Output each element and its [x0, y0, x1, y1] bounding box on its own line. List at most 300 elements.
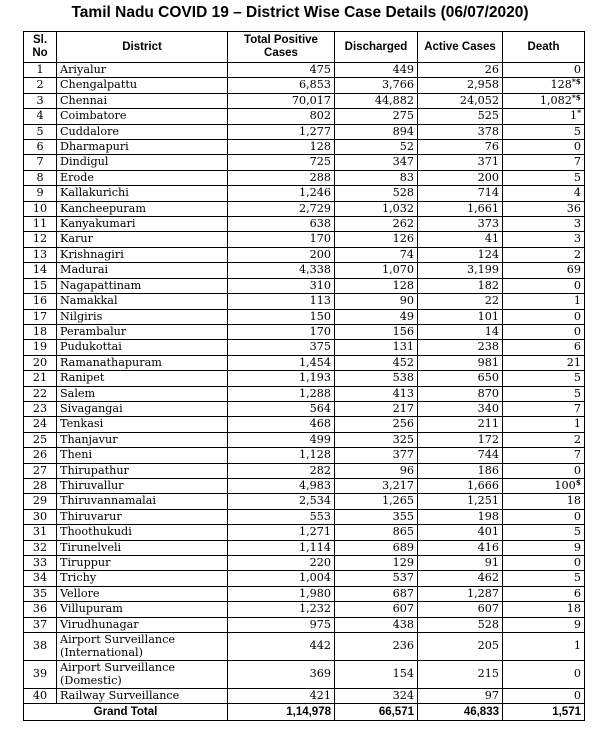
death-value: 2 — [573, 247, 581, 261]
row-district: Vellore — [57, 586, 228, 601]
row-death — [503, 186, 585, 201]
death-value: 0 — [573, 278, 581, 292]
row-discharged: 83 — [335, 170, 418, 185]
row-active: 101 — [418, 309, 503, 324]
death-value: 1 — [573, 417, 581, 431]
row-sl-no: 31 — [24, 525, 57, 540]
death-value: 0 — [573, 463, 581, 477]
death-value: 0 — [573, 556, 581, 569]
row-sl-no: 30 — [24, 509, 57, 524]
row-death — [503, 417, 585, 432]
row-district: Theni — [57, 448, 228, 463]
row-discharged: 355 — [335, 509, 418, 524]
row-sl-no: 12 — [24, 232, 57, 247]
row-active: 373 — [418, 217, 503, 232]
row-total-positive: 638 — [228, 217, 335, 232]
death-value: 36 — [566, 201, 581, 215]
row-sl-no: 24 — [24, 417, 57, 432]
row-death — [503, 586, 585, 601]
row-death — [503, 155, 585, 170]
table-row — [24, 509, 585, 524]
row-active: 200 — [418, 170, 503, 185]
row-active: 198 — [418, 509, 503, 524]
table-row — [24, 448, 585, 463]
row-sl-no: 1 — [24, 63, 57, 78]
death-value: 0 — [573, 63, 581, 76]
row-sl-no: 25 — [24, 432, 57, 447]
row-total-positive: 170 — [228, 232, 335, 247]
row-district: Kancheepuram — [57, 201, 228, 216]
death-value: 0 — [573, 324, 581, 338]
death-footnote-mark: $ — [575, 478, 581, 487]
row-district: Airport Surveillance (International) — [57, 633, 228, 661]
row-active: 215 — [418, 661, 503, 689]
death-value: 21 — [566, 355, 581, 369]
row-discharged: 1,032 — [335, 201, 418, 216]
row-discharged: 131 — [335, 340, 418, 355]
row-active: 1,661 — [418, 201, 503, 216]
row-total-positive: 220 — [228, 556, 335, 571]
row-death — [503, 633, 585, 661]
row-death — [503, 201, 585, 216]
death-value: 9 — [573, 540, 581, 554]
row-district: Sivagangai — [57, 401, 228, 416]
row-sl-no: 6 — [24, 140, 57, 155]
table-row — [24, 124, 585, 139]
row-total-positive: 375 — [228, 340, 335, 355]
row-discharged: 377 — [335, 448, 418, 463]
row-total-positive: 369 — [228, 661, 335, 689]
death-value: 69 — [566, 263, 581, 277]
row-district: Airport Surveillance (Domestic) — [57, 661, 228, 689]
table-row — [24, 494, 585, 509]
row-sl-no: 34 — [24, 571, 57, 586]
row-sl-no: 35 — [24, 586, 57, 601]
row-district: Chengalpattu — [57, 78, 228, 93]
table-row — [24, 661, 585, 689]
row-active: 1,287 — [418, 586, 503, 601]
row-active: 401 — [418, 525, 503, 540]
row-sl-no: 11 — [24, 217, 57, 232]
row-district: Tirunelveli — [57, 540, 228, 555]
row-sl-no: 9 — [24, 186, 57, 201]
row-death — [503, 602, 585, 617]
district-case-table — [23, 31, 585, 721]
death-value: 5 — [573, 386, 581, 400]
row-sl-no: 39 — [24, 661, 57, 689]
row-death — [503, 247, 585, 262]
row-district: Madurai — [57, 263, 228, 278]
death-value: 18 — [566, 602, 581, 616]
row-district: Thoothukudi — [57, 525, 228, 540]
death-value: 5 — [573, 571, 581, 585]
table-row — [24, 170, 585, 185]
death-value: 0 — [573, 689, 581, 703]
row-active: 650 — [418, 371, 503, 386]
row-death — [503, 109, 585, 124]
row-sl-no: 2 — [24, 78, 57, 93]
row-district: Ariyalur — [57, 63, 228, 78]
row-active: 981 — [418, 355, 503, 370]
row-total-positive: 310 — [228, 278, 335, 293]
row-district: Kanyakumari — [57, 217, 228, 232]
row-active: 340 — [418, 401, 503, 416]
death-value: 5 — [573, 525, 581, 539]
death-value: 6 — [573, 340, 581, 354]
table-row — [24, 186, 585, 201]
row-death — [503, 63, 585, 78]
row-total-positive: 113 — [228, 294, 335, 309]
row-total-positive: 975 — [228, 617, 335, 632]
death-value: 7 — [573, 448, 581, 462]
row-death — [503, 540, 585, 555]
header-district: District — [57, 32, 228, 63]
row-district: Virudhunagar — [57, 617, 228, 632]
row-death — [503, 124, 585, 139]
row-active: 14 — [418, 324, 503, 339]
row-total-positive: 468 — [228, 417, 335, 432]
row-total-positive: 170 — [228, 324, 335, 339]
row-district: Namakkal — [57, 294, 228, 309]
row-discharged: 74 — [335, 247, 418, 262]
table-row — [24, 340, 585, 355]
row-active: 416 — [418, 540, 503, 555]
row-death — [503, 371, 585, 386]
row-active: 607 — [418, 602, 503, 617]
row-discharged: 44,882 — [335, 93, 418, 108]
row-death — [503, 355, 585, 370]
table-row — [24, 232, 585, 247]
row-district: Coimbatore — [57, 109, 228, 124]
row-total-positive: 128 — [228, 140, 335, 155]
table-row — [24, 432, 585, 447]
row-death — [503, 525, 585, 540]
row-total-positive: 282 — [228, 463, 335, 478]
row-district: Cuddalore — [57, 124, 228, 139]
row-district: Thirupathur — [57, 463, 228, 478]
page-title: Tamil Nadu COVID 19 – District Wise Case Details (06/07/2020) — [71, 4, 529, 21]
row-sl-no: 21 — [24, 371, 57, 386]
row-active: 76 — [418, 140, 503, 155]
death-value: 3 — [573, 217, 581, 231]
death-value: 0 — [573, 509, 581, 523]
row-total-positive: 564 — [228, 401, 335, 416]
grand-total-label: Grand Total — [24, 704, 228, 721]
death-value: 7 — [573, 155, 581, 169]
row-death — [503, 324, 585, 339]
death-value: 1 — [573, 639, 581, 653]
row-death — [503, 386, 585, 401]
row-active: 2,958 — [418, 78, 503, 93]
row-discharged: 449 — [335, 63, 418, 78]
row-active: 22 — [418, 294, 503, 309]
row-sl-no: 27 — [24, 463, 57, 478]
row-active: 3,199 — [418, 263, 503, 278]
row-total-positive: 1,288 — [228, 386, 335, 401]
row-discharged: 256 — [335, 417, 418, 432]
death-value: 5 — [573, 170, 581, 184]
row-sl-no: 37 — [24, 617, 57, 632]
row-total-positive: 1,193 — [228, 371, 335, 386]
row-total-positive: 70,017 — [228, 93, 335, 108]
row-discharged: 1,265 — [335, 494, 418, 509]
table-row — [24, 355, 585, 370]
header-sl-no: Sl. No — [24, 32, 57, 63]
death-footnote-mark: *$ — [571, 77, 581, 87]
row-sl-no: 33 — [24, 556, 57, 571]
row-death — [503, 478, 585, 493]
row-active: 172 — [418, 432, 503, 447]
grand-total-discharged: 66,571 — [335, 704, 418, 721]
row-death — [503, 617, 585, 632]
table-row — [24, 140, 585, 155]
row-sl-no: 29 — [24, 494, 57, 509]
row-active: 97 — [418, 689, 503, 704]
death-value: 0 — [573, 309, 581, 323]
row-total-positive: 475 — [228, 63, 335, 78]
row-discharged: 894 — [335, 124, 418, 139]
death-value: 5 — [573, 124, 581, 138]
row-discharged: 347 — [335, 155, 418, 170]
table-row — [24, 417, 585, 432]
row-death — [503, 93, 585, 108]
row-district: Railway Surveillance — [57, 689, 228, 704]
row-total-positive: 553 — [228, 509, 335, 524]
header-discharged: Discharged — [335, 32, 418, 63]
row-sl-no: 40 — [24, 689, 57, 704]
row-total-positive: 442 — [228, 633, 335, 661]
row-discharged: 528 — [335, 186, 418, 201]
row-total-positive: 1,980 — [228, 586, 335, 601]
row-sl-no: 32 — [24, 540, 57, 555]
row-district: Kallakurichi — [57, 186, 228, 201]
table-row — [24, 689, 585, 704]
row-active: 870 — [418, 386, 503, 401]
row-death — [503, 689, 585, 704]
death-footnote-mark: *$ — [571, 93, 581, 102]
row-total-positive: 1,246 — [228, 186, 335, 201]
row-death — [503, 170, 585, 185]
row-active: 378 — [418, 124, 503, 139]
row-total-positive: 200 — [228, 247, 335, 262]
row-discharged: 1,070 — [335, 263, 418, 278]
row-total-positive: 1,232 — [228, 602, 335, 617]
row-district: Perambalur — [57, 324, 228, 339]
row-discharged: 3,766 — [335, 78, 418, 93]
row-discharged: 538 — [335, 371, 418, 386]
death-value: 7 — [573, 401, 581, 415]
table-row — [24, 109, 585, 124]
death-value: 0 — [573, 667, 581, 681]
row-district: Tenkasi — [57, 417, 228, 432]
table-row — [24, 540, 585, 555]
row-sl-no: 5 — [24, 124, 57, 139]
row-active: 714 — [418, 186, 503, 201]
row-discharged: 438 — [335, 617, 418, 632]
row-total-positive: 421 — [228, 689, 335, 704]
row-district: Tiruppur — [57, 556, 228, 571]
row-death — [503, 309, 585, 324]
row-total-positive: 1,277 — [228, 124, 335, 139]
death-value: 4 — [573, 186, 581, 200]
row-active: 528 — [418, 617, 503, 632]
row-sl-no: 22 — [24, 386, 57, 401]
table-row — [24, 571, 585, 586]
row-active: 371 — [418, 155, 503, 170]
row-active: 91 — [418, 556, 503, 571]
row-sl-no: 16 — [24, 294, 57, 309]
row-death — [503, 556, 585, 571]
row-active: 525 — [418, 109, 503, 124]
row-district: Erode — [57, 170, 228, 185]
row-sl-no: 18 — [24, 324, 57, 339]
row-death — [503, 294, 585, 309]
row-death — [503, 263, 585, 278]
row-discharged: 154 — [335, 661, 418, 689]
row-discharged: 537 — [335, 571, 418, 586]
row-death — [503, 509, 585, 524]
row-discharged: 129 — [335, 556, 418, 571]
row-district: Ramanathapuram — [57, 355, 228, 370]
row-death — [503, 217, 585, 232]
table-row — [24, 309, 585, 324]
row-total-positive: 4,983 — [228, 478, 335, 493]
row-discharged: 689 — [335, 540, 418, 555]
row-discharged: 96 — [335, 463, 418, 478]
table-row — [24, 217, 585, 232]
row-sl-no: 17 — [24, 309, 57, 324]
death-value: 1 — [573, 294, 581, 308]
row-sl-no: 15 — [24, 278, 57, 293]
row-district: Villupuram — [57, 602, 228, 617]
row-active: 182 — [418, 278, 503, 293]
row-discharged: 3,217 — [335, 478, 418, 493]
death-value: 100 — [554, 478, 576, 492]
row-discharged: 324 — [335, 689, 418, 704]
row-total-positive: 1,128 — [228, 448, 335, 463]
row-discharged: 90 — [335, 294, 418, 309]
header-active: Active Cases — [418, 32, 503, 63]
table-row — [24, 63, 585, 78]
death-value: 0 — [573, 140, 581, 154]
table-row — [24, 247, 585, 262]
row-sl-no: 8 — [24, 170, 57, 185]
row-total-positive: 499 — [228, 432, 335, 447]
header-death: Death — [503, 32, 585, 63]
row-death — [503, 448, 585, 463]
row-district: Dindigul — [57, 155, 228, 170]
row-sl-no: 28 — [24, 478, 57, 493]
row-active: 744 — [418, 448, 503, 463]
row-district: Karur — [57, 232, 228, 247]
row-active: 1,666 — [418, 478, 503, 493]
row-total-positive: 1,271 — [228, 525, 335, 540]
row-total-positive: 802 — [228, 109, 335, 124]
death-value: 1 — [569, 109, 578, 123]
row-discharged: 128 — [335, 278, 418, 293]
row-discharged: 413 — [335, 386, 418, 401]
death-value: 6 — [573, 586, 581, 600]
row-district: Pudukottai — [57, 340, 228, 355]
row-total-positive: 288 — [228, 170, 335, 185]
row-sl-no: 20 — [24, 355, 57, 370]
row-active: 26 — [418, 63, 503, 78]
row-death — [503, 340, 585, 355]
row-active: 1,251 — [418, 494, 503, 509]
death-value: 18 — [566, 494, 581, 508]
table-row — [24, 155, 585, 170]
death-value: 5 — [573, 371, 581, 385]
row-active: 238 — [418, 340, 503, 355]
table-row — [24, 556, 585, 571]
row-discharged: 52 — [335, 140, 418, 155]
row-total-positive: 2,534 — [228, 494, 335, 509]
row-active: 24,052 — [418, 93, 503, 108]
row-active: 462 — [418, 571, 503, 586]
table-row — [24, 371, 585, 386]
row-district: Nilgiris — [57, 309, 228, 324]
grand-total-row — [24, 704, 585, 721]
row-district: Chennai — [57, 93, 228, 108]
row-district: Trichy — [57, 571, 228, 586]
row-district: Ranipet — [57, 371, 228, 386]
table-row — [24, 278, 585, 293]
table-row — [24, 401, 585, 416]
row-total-positive: 2,729 — [228, 201, 335, 216]
row-active: 186 — [418, 463, 503, 478]
row-sl-no: 23 — [24, 401, 57, 416]
row-death — [503, 232, 585, 247]
row-death — [503, 78, 585, 93]
row-discharged: 687 — [335, 586, 418, 601]
table-row — [24, 463, 585, 478]
row-sl-no: 10 — [24, 201, 57, 216]
row-sl-no: 38 — [24, 633, 57, 661]
row-district: Krishnagiri — [57, 247, 228, 262]
table-row — [24, 263, 585, 278]
death-value: 9 — [573, 617, 581, 631]
death-value: 2 — [573, 432, 581, 446]
table-row — [24, 78, 585, 93]
row-sl-no: 36 — [24, 602, 57, 617]
row-district: Nagapattinam — [57, 278, 228, 293]
row-death — [503, 432, 585, 447]
row-sl-no: 19 — [24, 340, 57, 355]
row-sl-no: 3 — [24, 93, 57, 108]
table-row — [24, 386, 585, 401]
row-death — [503, 571, 585, 586]
row-active: 211 — [418, 417, 503, 432]
row-district: Thiruvallur — [57, 478, 228, 493]
death-value: 1,082 — [539, 93, 572, 107]
row-discharged: 49 — [335, 309, 418, 324]
row-active: 41 — [418, 232, 503, 247]
row-death — [503, 494, 585, 509]
header-row — [24, 32, 585, 63]
row-sl-no: 14 — [24, 263, 57, 278]
table-row — [24, 324, 585, 339]
row-total-positive: 725 — [228, 155, 335, 170]
table-row — [24, 93, 585, 108]
row-total-positive: 6,853 — [228, 78, 335, 93]
row-death — [503, 463, 585, 478]
row-sl-no: 7 — [24, 155, 57, 170]
row-district: Salem — [57, 386, 228, 401]
row-discharged: 865 — [335, 525, 418, 540]
table-row — [24, 201, 585, 216]
row-total-positive: 1,114 — [228, 540, 335, 555]
row-discharged: 126 — [335, 232, 418, 247]
